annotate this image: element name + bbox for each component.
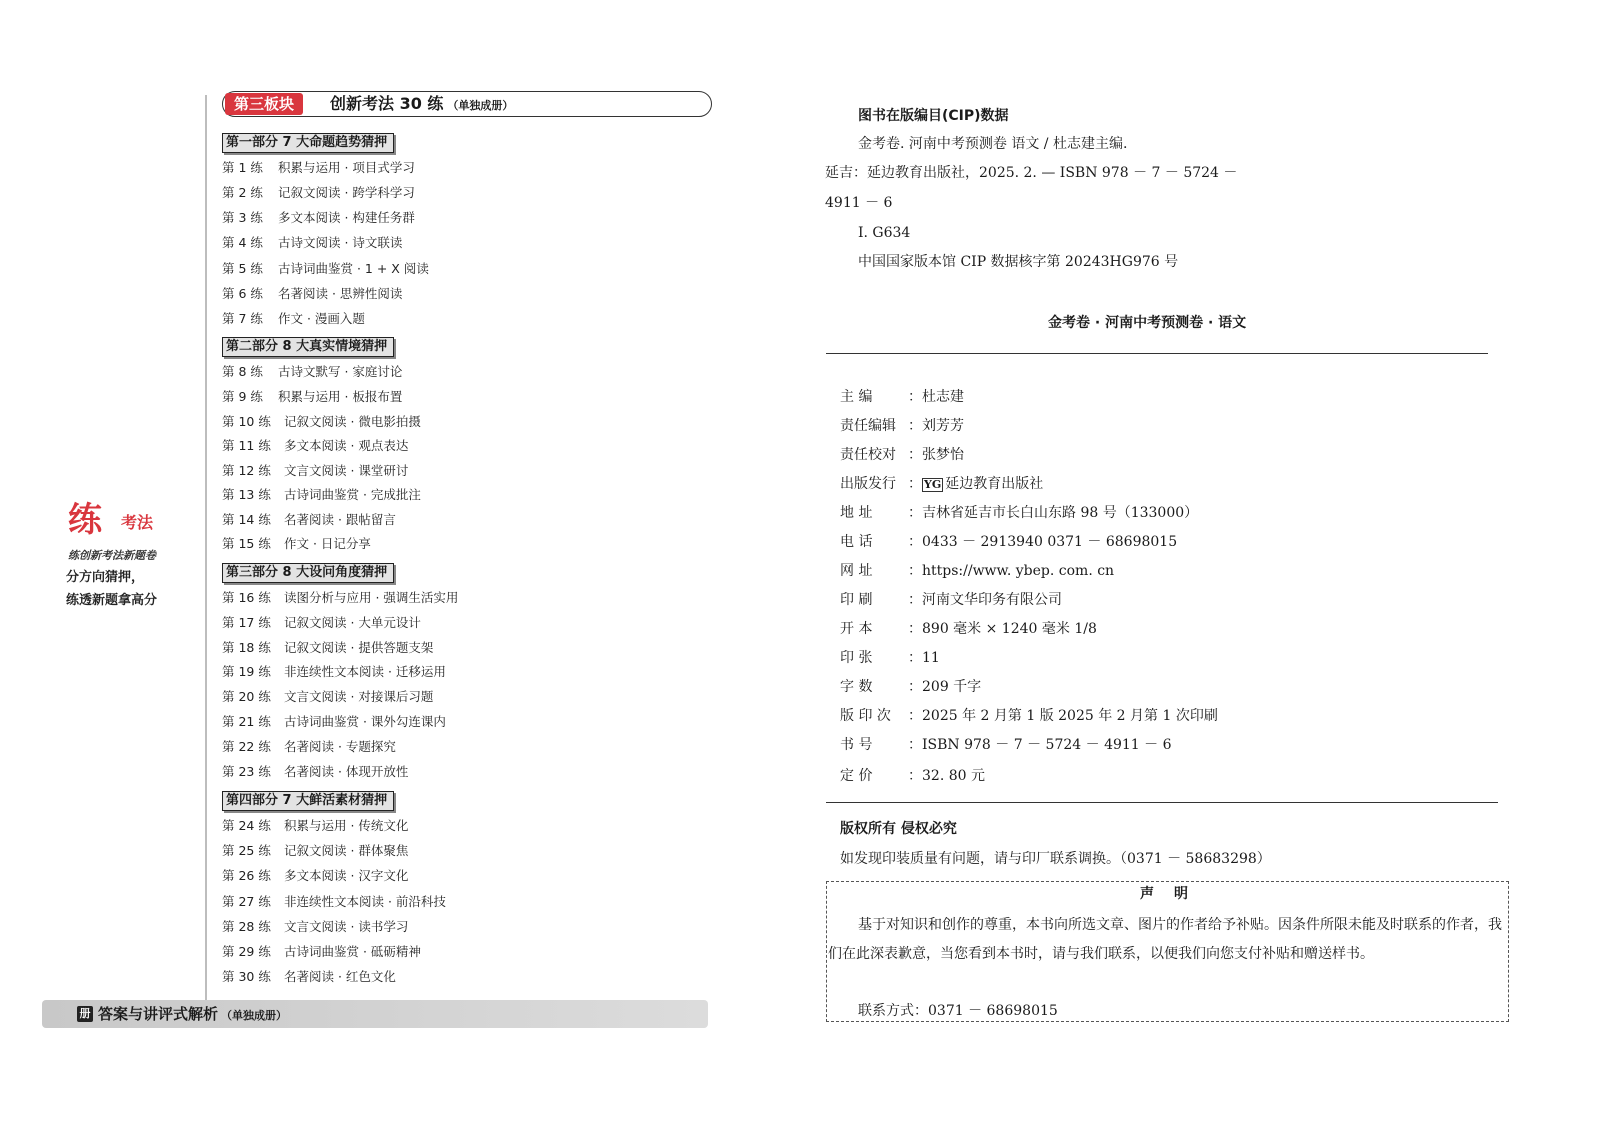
book-title: 金考卷 · 河南中考预测卷 · 语文	[1048, 315, 1247, 331]
notice-title: 声明	[1140, 886, 1208, 902]
info-row: 字 数 ：209 千字	[840, 679, 982, 695]
list-item: 第 10 练 记叙文阅读 · 微电影拍摄	[222, 414, 421, 429]
list-item: 第 30 练 名著阅读 · 红色文化	[222, 969, 396, 984]
copyright-text: 如发现印装质量有问题，请与印厂联系调换。（0371 － 58683298）	[840, 851, 1271, 867]
list-item: 第 5 练 古诗词曲鉴赏 · 1 + X 阅读	[222, 261, 429, 276]
list-item: 第 28 练 文言文阅读 · 读书学习	[222, 919, 409, 934]
list-item: 第 12 练 文言文阅读 · 课堂研讨	[222, 463, 409, 478]
divider	[826, 802, 1498, 803]
info-row: 电 话 ：0433 － 2913940 0371 － 68698015	[840, 534, 1178, 550]
divider	[826, 353, 1488, 354]
section-title	[330, 94, 513, 116]
list-item: 第 21 练 古诗词曲鉴赏 · 课外勾连课内	[222, 714, 446, 729]
notice-contact: 联系方式：0371 － 68698015	[858, 1003, 1058, 1019]
list-item: 第 14 练 名著阅读 · 跟帖留言	[222, 512, 396, 527]
list-item: 第 17 练 记叙文阅读 · 大单元设计	[222, 615, 421, 630]
part-2-title: 第二部分 8 大真实情境猜押	[222, 337, 394, 357]
list-item: 第 23 练 名著阅读 · 体现开放性	[222, 764, 409, 779]
section-title-text: 创新考法 30 练	[330, 94, 444, 113]
list-item: 第 22 练 名著阅读 · 专题探究	[222, 739, 396, 754]
list-item: 第 19 练 非连续性文本阅读 · 迁移运用	[222, 664, 446, 679]
cip-line: 4911 － 6	[825, 195, 893, 211]
list-item: 第 8 练 古诗文默写 · 家庭讨论	[222, 364, 403, 379]
list-item: 第 24 练 积累与运用 · 传统文化	[222, 818, 409, 833]
slogan-line-2: 练透新题拿高分	[66, 593, 158, 608]
section-tag: 第三板块	[225, 93, 303, 115]
copyright-title: 版权所有 侵权必究	[840, 821, 957, 837]
section-title-note: （单独成册）	[447, 99, 514, 112]
booklet-icon: 册	[77, 1006, 93, 1022]
list-item: 第 2 练 记叙文阅读 · 跨学科学习	[222, 185, 415, 200]
info-row: 版 印 次 ：2025 年 2 月第 1 版 2025 年 2 月第 1 次印刷	[840, 708, 1218, 724]
part-3-title: 第三部分 8 大设问角度猜押	[222, 563, 394, 583]
publisher-logo-icon: YG	[924, 478, 942, 491]
part-4-title: 第四部分 7 大鲜活素材猜押	[222, 791, 394, 811]
list-item: 第 20 练 文言文阅读 · 对接课后习题	[222, 689, 434, 704]
list-item: 第 29 练 古诗词曲鉴赏 · 砥砺精神	[222, 944, 421, 959]
info-row: 网 址 ：https://www. ybep. com. cn	[840, 563, 1115, 579]
list-item: 第 11 练 多文本阅读 · 观点表达	[222, 438, 409, 453]
cip-line: 金考卷. 河南中考预测卷 语文 / 杜志建主编.	[858, 136, 1128, 152]
cip-line: 中国国家版本馆 CIP 数据核字第 20243HG976 号	[858, 254, 1179, 270]
list-item: 第 3 练 多文本阅读 · 构建任务群	[222, 210, 415, 225]
info-row: 主 编 ：杜志建	[840, 389, 964, 405]
list-item: 第 4 练 古诗文阅读 · 诗文联读	[222, 235, 403, 250]
cip-heading: 图书在版编目(CIP)数据	[858, 108, 1009, 124]
slogan-line-1: 分方向猜押，	[66, 570, 145, 585]
brand-logo-text: 考法	[121, 513, 154, 532]
list-item: 第 1 练 积累与运用 · 项目式学习	[222, 160, 415, 175]
list-item: 第 13 练 古诗词曲鉴赏 · 完成批注	[222, 487, 421, 502]
part-1-title: 第一部分 7 大命题趋势猜押	[222, 133, 394, 153]
cip-line: Ⅰ. G634	[858, 225, 911, 241]
list-item: 第 6 练 名著阅读 · 思辨性阅读	[222, 286, 403, 301]
info-row: 定 价 ：32. 80 元	[840, 768, 985, 784]
answer-booklet-title: 答案与讲评式解析 （单独成册）	[98, 1005, 288, 1023]
info-row: 责任编辑 ：刘芳芳	[840, 418, 964, 434]
cip-line: 延吉：延边教育出版社，2025. 2. — ISBN 978 － 7 － 5724 －	[825, 165, 1238, 181]
list-item: 第 7 练 作文 · 漫画入题	[222, 311, 365, 326]
list-item: 第 9 练 积累与运用 · 板报布置	[222, 389, 403, 404]
notice-body: 基于对知识和创作的尊重，本书向所选文章、图片的作者给予补贴。因条件所限未能及时联系的作者，我们在此深表歉意，当您看到本书时，请与我们联系，以便我们向您支付补贴和赠送样书。	[828, 917, 1502, 962]
info-row: 开 本 ：890 毫米 × 1240 毫米 1/8	[840, 621, 1097, 637]
info-row: 责任校对 ：张梦怡	[840, 447, 964, 463]
list-item: 第 15 练 作文 · 日记分享	[222, 536, 371, 551]
info-row: 出版发行 ： YG 延边教育出版社	[840, 476, 1044, 492]
list-item: 第 16 练 读图分析与应用 · 强调生活实用	[222, 590, 459, 605]
info-row: 地 址 ：吉林省延吉市长白山东路 98 号（133000）	[840, 505, 1199, 521]
info-row: 印 张 ：11	[840, 650, 940, 666]
list-item: 第 27 练 非连续性文本阅读 · 前沿科技	[222, 894, 446, 909]
list-item: 第 26 练 多文本阅读 · 汉字文化	[222, 868, 409, 883]
brand-logo-char: 练	[68, 500, 102, 540]
info-row: 书 号 ：ISBN 978 － 7 － 5724 － 4911 － 6	[840, 737, 1172, 753]
list-item: 第 25 练 记叙文阅读 · 群体聚焦	[222, 843, 409, 858]
brand-subtitle: 练创新考法新题卷	[68, 549, 156, 562]
page-divider-line	[205, 95, 207, 1000]
list-item: 第 18 练 记叙文阅读 · 提供答题支架	[222, 640, 434, 655]
info-row: 印 刷 ：河南文华印务有限公司	[840, 592, 1062, 608]
